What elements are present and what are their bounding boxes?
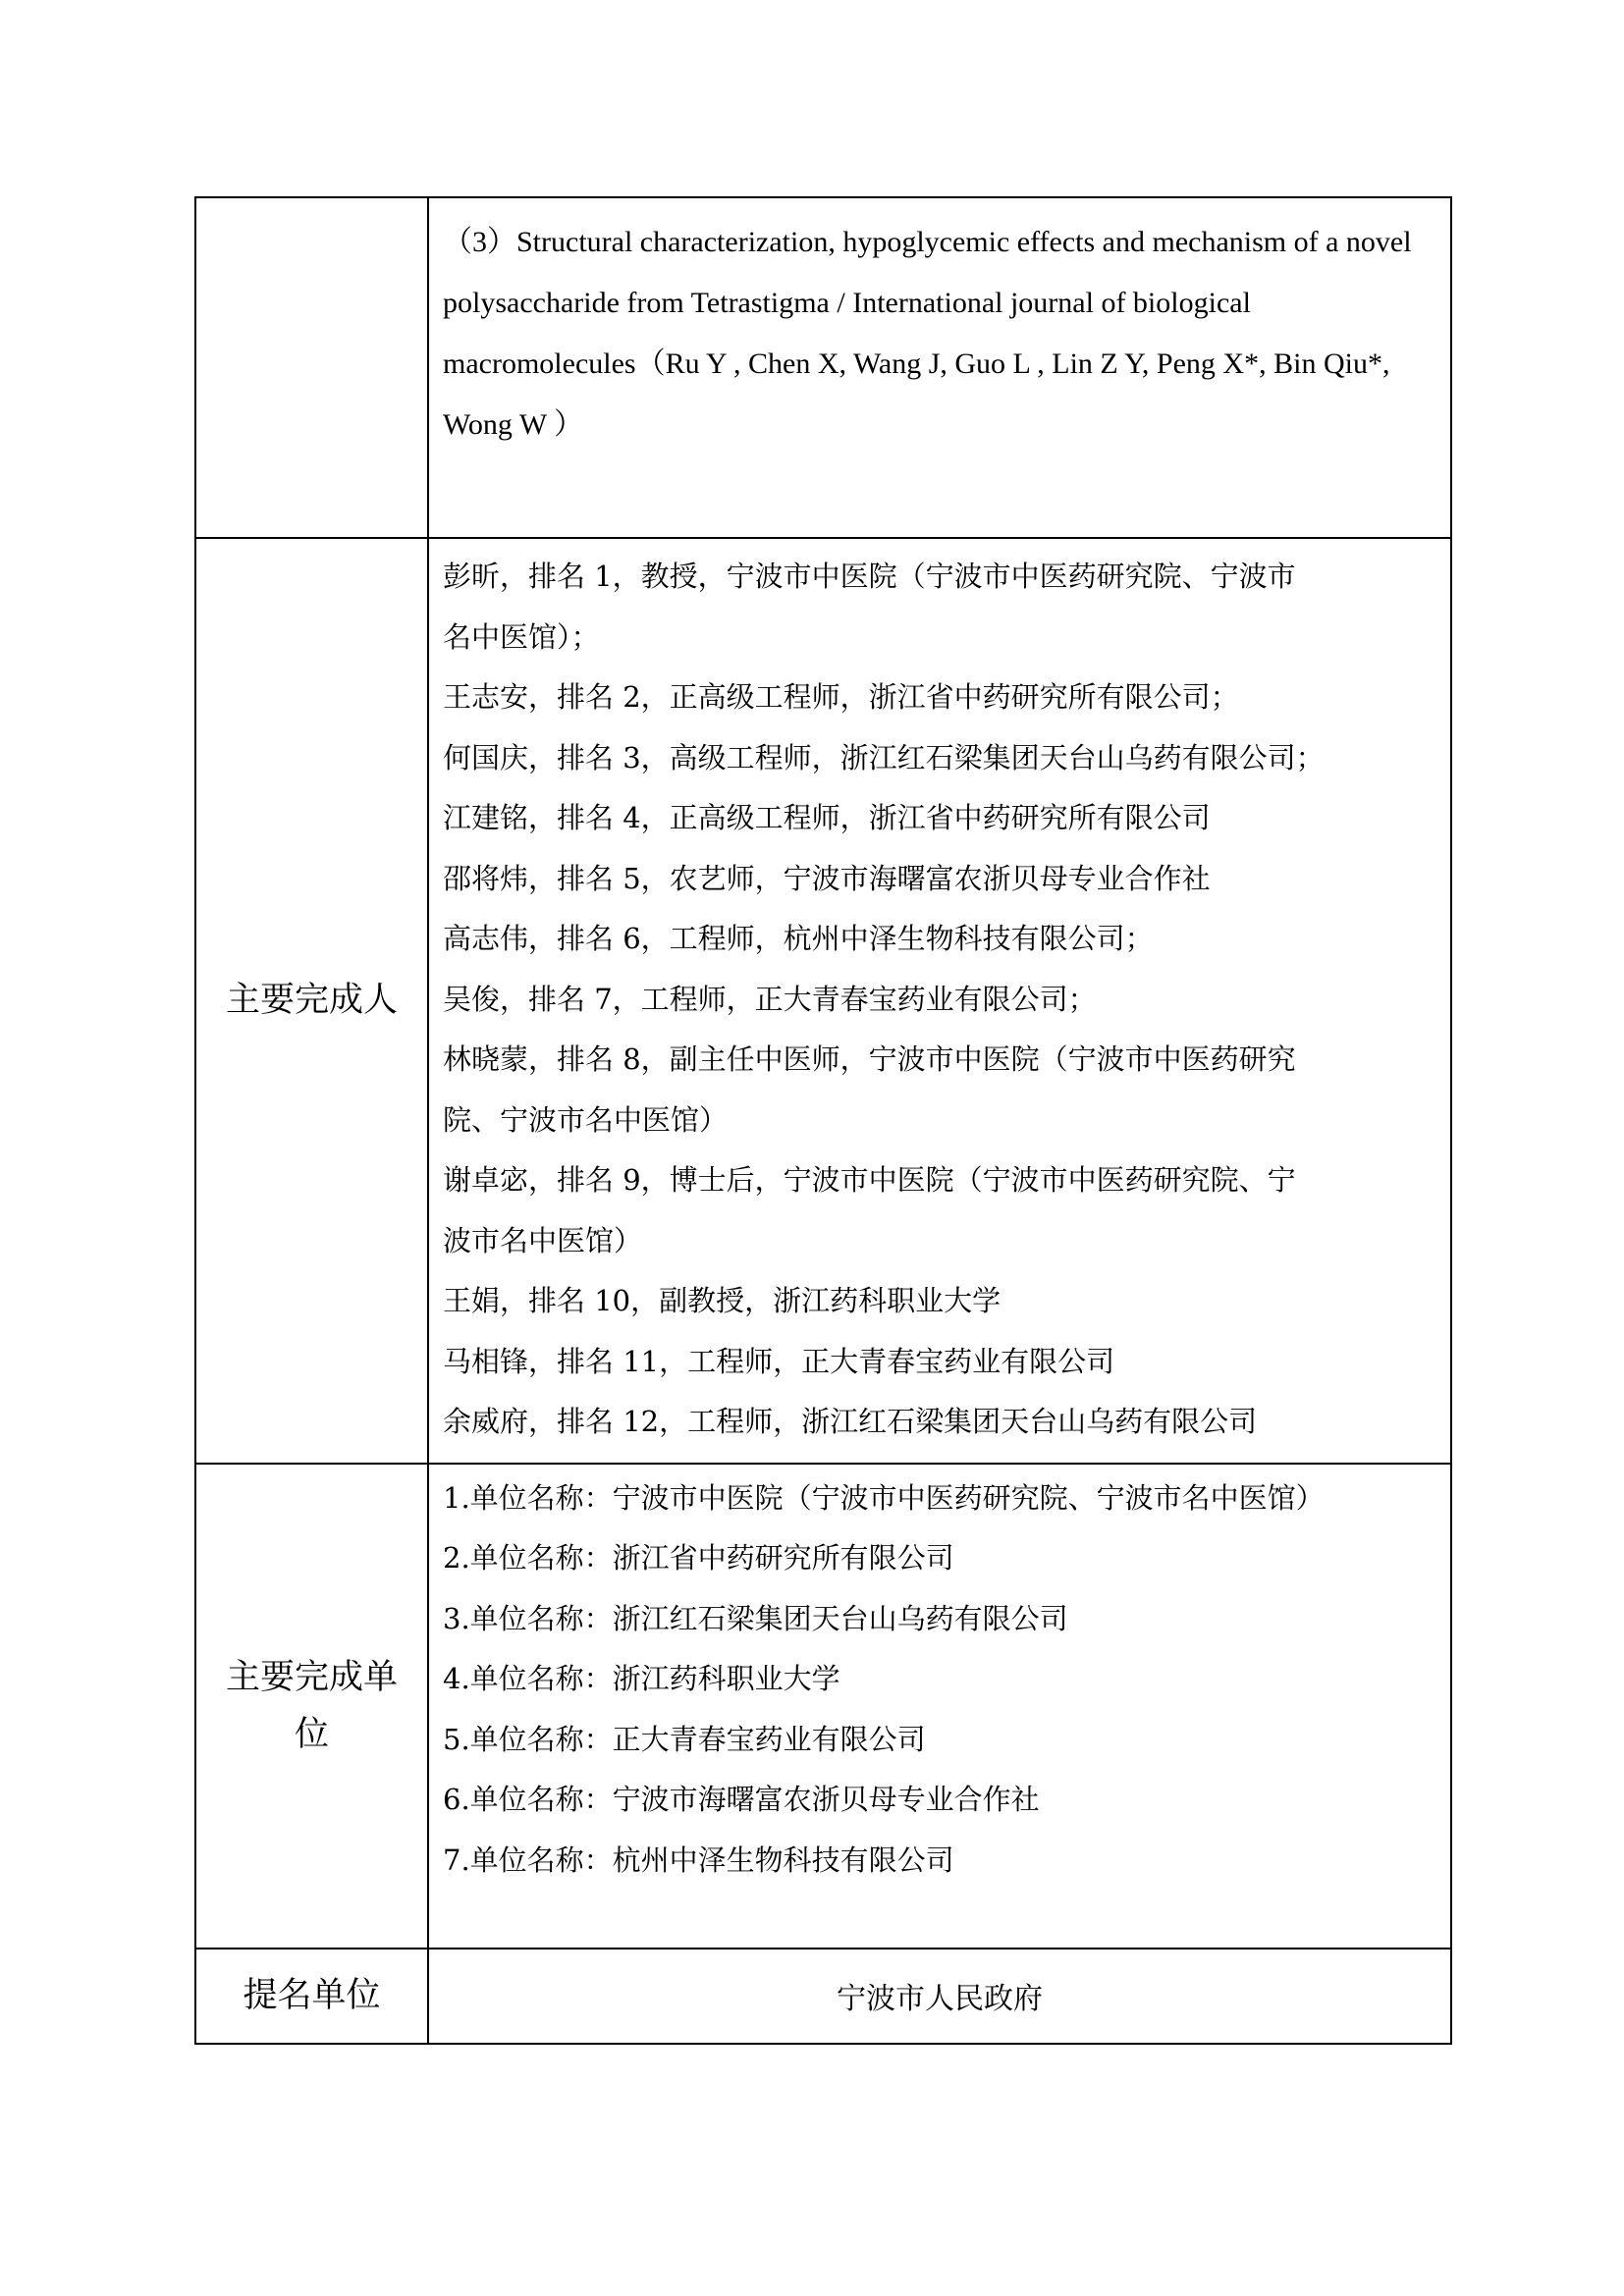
nominator-value: 宁波市人民政府 bbox=[428, 1949, 1451, 2044]
units-label-line: 位 bbox=[294, 1714, 329, 1754]
completer-line: 邵将炜，排名 5，农艺师，宁波市海曙富农浙贝母专业合作社 bbox=[443, 861, 1211, 895]
unit-line: 1.单位名称：宁波市中医院（宁波市中医药研究院、宁波市名中医馆） bbox=[443, 1480, 1325, 1515]
completer-line: 谢卓宓，排名 9，博士后，宁波市中医院（宁波市中医药研究院、宁 bbox=[443, 1163, 1296, 1197]
unit-line: 7.单位名称：杭州中泽生物科技有限公司 bbox=[443, 1842, 954, 1877]
units-list bbox=[428, 1464, 1451, 1949]
completer-line: 波市名中医馆） bbox=[443, 1223, 643, 1257]
award-form-table bbox=[194, 196, 1452, 2045]
nominator-row bbox=[195, 1949, 1451, 2044]
reference-content-cell bbox=[428, 197, 1451, 538]
unit-line: 4.单位名称：浙江药科职业大学 bbox=[443, 1662, 840, 1695]
completer-line: 王志安，排名 2，正高级工程师，浙江省中药研究所有限公司； bbox=[443, 680, 1239, 714]
units-row bbox=[195, 1464, 1451, 1949]
completer-line: 吴俊，排名 7，工程师，正大青春宝药业有限公司； bbox=[443, 982, 1097, 1016]
completer-line: 马相锋，排名 11，工程师，正大青春宝药业有限公司 bbox=[443, 1344, 1115, 1378]
completer-line: 王娟，排名 10，副教授，浙江药科职业大学 bbox=[443, 1284, 1001, 1317]
reference-text: （3）Structural characterization, hypoglycemic effects and mechanism of a novel polysaccharide from Tetrastigma / International journal of biological macromolecules（Ru Y , Chen X, Wang J, Guo L , Lin Z Y, Peng X*, Bin Qiu*, Wong W ） bbox=[443, 226, 1412, 441]
completer-line: 高志伟，排名 6，工程师，杭州中泽生物科技有限公司； bbox=[443, 922, 1154, 955]
completer-line: 江建铭，排名 4，正高级工程师，浙江省中药研究所有限公司 bbox=[443, 801, 1211, 834]
completers-list bbox=[428, 538, 1451, 1464]
reference-label-cell bbox=[195, 197, 428, 538]
unit-line: 2.单位名称：浙江省中药研究所有限公司 bbox=[443, 1541, 954, 1575]
units-label bbox=[195, 1464, 428, 1949]
completers-row bbox=[195, 538, 1451, 1464]
completer-line: 院、宁波市名中医馆） bbox=[443, 1102, 729, 1137]
completer-line: 何国庆，排名 3，高级工程师，浙江红石梁集团天台山乌药有限公司； bbox=[443, 740, 1325, 774]
unit-line: 6.单位名称：宁波市海曙富农浙贝母专业合作社 bbox=[443, 1783, 1040, 1816]
units-label-line: 主要完成单 bbox=[225, 1657, 398, 1697]
nominator-label: 提名单位 bbox=[195, 1949, 428, 2044]
unit-line: 3.单位名称：浙江红石梁集团天台山乌药有限公司 bbox=[443, 1601, 1068, 1635]
completer-line: 余威府，排名 12，工程师，浙江红石梁集团天台山乌药有限公司 bbox=[443, 1405, 1258, 1438]
completer-line: 彭昕，排名 1，教授，宁波市中医院（宁波市中医药研究院、宁波市 bbox=[443, 560, 1296, 593]
unit-line: 5.单位名称：正大青春宝药业有限公司 bbox=[443, 1722, 926, 1756]
reference-row bbox=[195, 197, 1451, 538]
completer-line: 林晓蒙，排名 8，副主任中医师，宁波市中医院（宁波市中医药研究 bbox=[443, 1042, 1296, 1076]
completer-line: 名中医馆）； bbox=[443, 619, 600, 654]
completers-label: 主要完成人 bbox=[195, 538, 428, 1464]
